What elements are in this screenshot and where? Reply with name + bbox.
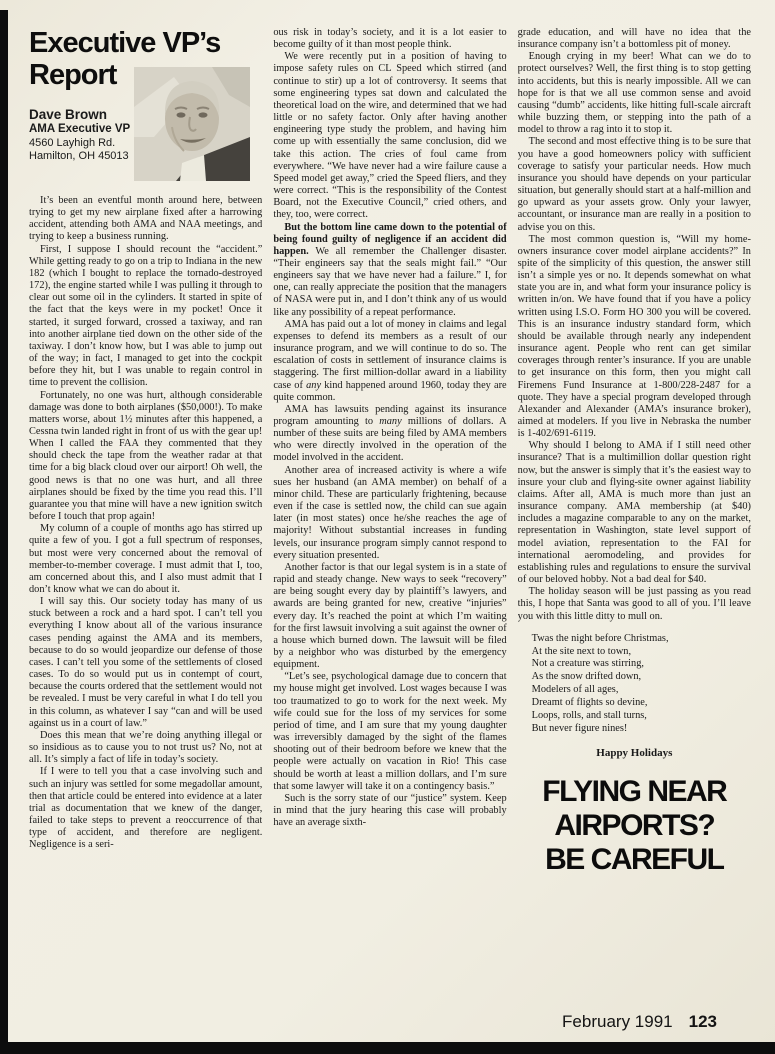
column-3: [518, 27, 751, 1039]
poem-line: Not a creature was stirring,: [531, 658, 644, 670]
author-title: AMA Executive VP: [29, 123, 131, 135]
poem-line: Twas the night before Christmas,: [531, 632, 669, 644]
paragraph: My column of a couple of months ago has stirred up quite a few of you. I got a full spectrum of responses, but most were very concerned about the removal of member-to-member coverage. I must admit that I, too, am concerned about this, and I also must admit that I don’t know what we can do about it.: [29, 523, 263, 595]
notice-line-2: AIRPORTS?: [554, 808, 715, 842]
paragraph: “Let’s see, psychological damage due to concern that my house might get involved. Lost wages because I was too traumatized to go to work for the next week. My wife could sue for the loss of my services for some period of time, and I am sure that my young daughter was irreversibly damaged by the sight of the flames shooting out of their bedroom before we knew that the people were actually on vacation in Rio! This case should be worth at least a million dollars, and I’m sure that some lawyer will take it on a contingency basis.”: [273, 671, 507, 792]
paragraph: First, I suppose I should recount the “accident.” While getting ready to go on a trip to Indiana in the new 182 (which I bought to replace the tornado-destroyed 172), the engine started while I was pulling it through to clear out some oil in the cylinders. It started in spite of the fact that the keys were in my pocket! Once it started, it surged forward, crossed a taxiway, and ran into another airplane tied down on the other side of the taxiway. I don’t know how, but I was able to jump out of the way; in fact, I managed to get into the cockpit before they hit, but I was unable to regain control in time to prevent the collision.: [29, 243, 263, 389]
article-columns: [29, 27, 751, 1039]
paragraph-text: AMA has lawsuits pending against its insurance program amounting to: [273, 403, 507, 427]
poem-line: At the site next to town,: [531, 645, 632, 657]
paragraph: Why should I belong to AMA if I still need other insurance? That is a multimillion dollar question right now, but the answer is simply that it’s the easiest way to insure your club and flying-site owner against liability claims. After all, AMA is much more than just an insurance company. AMA membership (at $40) includes a magazine comparable to any on the market, representation in Washington, state level support of model aviation, representation to the FAI for international aeromodeling, and provides for establishing rules and regulations to ensure the survival of our beloved hobby. Not a bad deal for $40.: [517, 440, 751, 586]
paragraph: If I were to tell you that a case involving such and such an injury was settled for some megadollar amount, then that article could be entered into evidence at a later trial as documentation that we knew of the danger, failed to take steps to prevent a reoccurrence of that type of accident, and therefore are negligent. Negligence is a seri-: [29, 766, 263, 851]
poem-line: Loops, rolls, and stall turns,: [531, 710, 647, 722]
paragraph: Fortunately, no one was hurt, although considerable damage was done to both airplanes ($50,000!). To make matters worse, about 1½ minutes after this happened, a Cessna twin landed right in front of us with the gear up! When I called the FAA they commented that they should check the tape from the weather radar at that time for a big black cloud over our airport! Oh well, the good news is that no one was hurt, and all three airplanes should be fixed by the time you read this. I’ll guarantee you that mine will have a new ignition switch before I touch that prop again!: [29, 389, 263, 523]
poem-line: As the snow drifted down,: [531, 671, 642, 683]
issue-date: February 1991: [562, 1012, 673, 1031]
paragraph-text: millions of dollars. A number of these suits are being filed by AMA members who were directly involved in the operation of the model involved in the accident.: [273, 416, 507, 464]
flying-near-airports-notice: [518, 775, 751, 877]
paragraph: We were recently put in a position of having to impose safety rules on CL Speed which stirred (and continue to stir) up a lot of controversy. It seems that some engineering types sat down and calculated the theoretical load on the wire, and determined that we had little or no safety factor. Only after having another engineering type study the problem, and having him come up with essentially the same conclusion, did we take this action. The cries of foul came from everywhere. “We have never had a wire failure cause a Speed model get away,” cried the Speed fliers, and they were correct. “This is the responsibility of the Contest Board, not the Executive Council,” cried others, and they, too, were correct.: [273, 51, 507, 221]
column-2: [273, 27, 506, 1039]
dave-brown-photo: [134, 67, 250, 181]
notice-line-3: BE CAREFUL: [545, 842, 724, 876]
poem-line: Dreamt of flights so devine,: [531, 697, 648, 709]
paragraph: The holiday season will be just passing as you read this, I hope that Santa was good to all of you. I’ll leave you with this little ditty to mull on.: [517, 586, 751, 622]
paragraph: Another area of increased activity is where a wife sues her husband (an AMA member) on behalf of a minor child. These are particularly frightening, because even if the case is settled now, the child can sue again later (in most states) once he/she reaches the age of majority! Without substantial increases in funding levels, our insurance program simply cannot respond to every situation presented.: [273, 464, 507, 561]
author-address-2: Hamilton, OH 45013: [29, 150, 129, 162]
holiday-poem: [532, 633, 751, 736]
title-line-2: Report: [29, 59, 117, 91]
paragraph: Enough crying in my beer! What can we do to protect ourselves? Well, the first thing is to stop getting into accidents, but this is nearly impossible. All we can hope for is that we all use common sense and avoid causing “dumb” accidents, like hitting full-scale aircraft while buzzing them, or stepping into the path of a model to throw a rag into it to stop it.: [517, 51, 751, 136]
paragraph: Another factor is that our legal system is in a state of rapid and steady change. New ways to seek “recovery” are being sought every day by plaintiff’s lawyers, and awards are being granted for new, creative “injuries” every day. It’s reached the point at which I’m waiting for the first lawsuit involving a suit against the owner of a house which burned down. The lawsuit will be filed by a neighbor who was disturbed by the emergency equipment.: [273, 561, 507, 671]
poem-line: But never figure nines!: [531, 723, 628, 734]
paragraph: It’s been an eventful month around here, between trying to get my new airplane fixed after a harrowing accident, attending both AMA and NAA meetings, and trying to keep a business running.: [29, 195, 263, 243]
bold-lead-text: But the bottom line came down to the potential of being found guilty of negligence if an accident did happen.: [273, 221, 507, 257]
bottom-edge-bar: [0, 1042, 775, 1054]
paragraph: [273, 222, 506, 319]
italic-word: any: [306, 379, 322, 391]
paragraph: ous risk in today’s society, and it is a lot easier to become guilty of it than most people think.: [273, 27, 507, 51]
notice-line-1: FLYING NEAR: [542, 774, 727, 808]
paragraph: The second and most effective thing is to be sure that you have a good homeowners policy with sufficient coverage to satisfy your particular needs. How much insurance you should have depends on your particular situation, but generally should start at a half-million and go upward as your assets grow. Only your lawyer, accountant, or insurance man are really in a position to advise you on this.: [517, 136, 751, 233]
page-footer: [562, 1012, 717, 1032]
paragraph: I will say this. Our society today has many of us stuck between a rock and a hard spot. I can’t tell you everything I know about all of the various insurance cases pending against the AMA and its members, because to do so would jeopardize our defense of those cases. I can’t tell you some of the settlements of closed cases. To do so would put us in contempt of court, because the courts ordered that the settlement would not be revealed. I must be very careful in what I do tell you in this column, as whatever I say “can and will be used against us in a court of law.”: [29, 596, 263, 729]
paragraph-text: We all remember the Challenger disaster. “Their engineers say that the seals might fail.” “Our engineers say that we have never had a failure.” I, for one, can really appreciate the position that the managers of NASA were put in, and I don’t think any of us would like any possibility of a repeat performance.: [273, 245, 507, 318]
paragraph-text: kind happened around 1960, today they are quite common.: [273, 379, 507, 403]
paragraph: Does this mean that we’re doing anything illegal or so insidious as to cause you to not trust us? No, not at all. It’s simply a fact of life in today’s society.: [29, 729, 263, 766]
page-number: 123: [688, 1012, 717, 1031]
article-header: [29, 27, 262, 187]
title-line-1: Executive VP’s: [29, 27, 221, 59]
italic-word: many: [379, 416, 402, 427]
paragraph: The most common question is, “Will my home-owners insurance cover model airplane accidents?” In spite of the simplicity of this question, the answer still isn’t a simple yes or no. It depends somewhat on what state you are in, and what form your insurance policy is written in/on. We have found that if you have a policy written using I.S.O. Form HO 300 you will be covered. This is an insurance industry standard form, which should be available through nearly any independent insurance agent. People who rent can get similar coverages through renter’s insurance. If you are unable to get insurance on this form, then you might call Firemens Fund Insurance at 1-800/228-2487 for a quote. They have a special program developed through Alexander and Alexander (AMA’s insurance broker), aimed at modelers. If you live in Nebraska the number is 1-402/691-6119.: [517, 233, 751, 440]
poem-line: Modelers of all ages,: [531, 684, 619, 696]
paragraph: grade education, and will have no idea that the insurance company isn’t a bottomless pit of money.: [517, 27, 751, 51]
signoff-text: Happy Holidays: [596, 746, 673, 759]
author-address-1: 4560 Layhigh Rd.: [29, 136, 116, 149]
paragraph: [273, 404, 506, 465]
paragraph-text: AMA has paid out a lot of money in claims and legal expenses to defend its members as a result of our insurance program, and we will continue to do so. The escalation of costs in settlement of insurance claims is staggering. The first million-dollar award in a liability case of: [273, 318, 507, 391]
column-1: [29, 27, 262, 1039]
paragraph: Such is the sorry state of our “justice” system. Keep in mind that the jury hearing this case will probably have an average sixth-: [273, 792, 507, 829]
paragraph: [273, 319, 506, 404]
left-edge-bar: [0, 10, 8, 1054]
author-name: Dave Brown: [29, 107, 108, 122]
